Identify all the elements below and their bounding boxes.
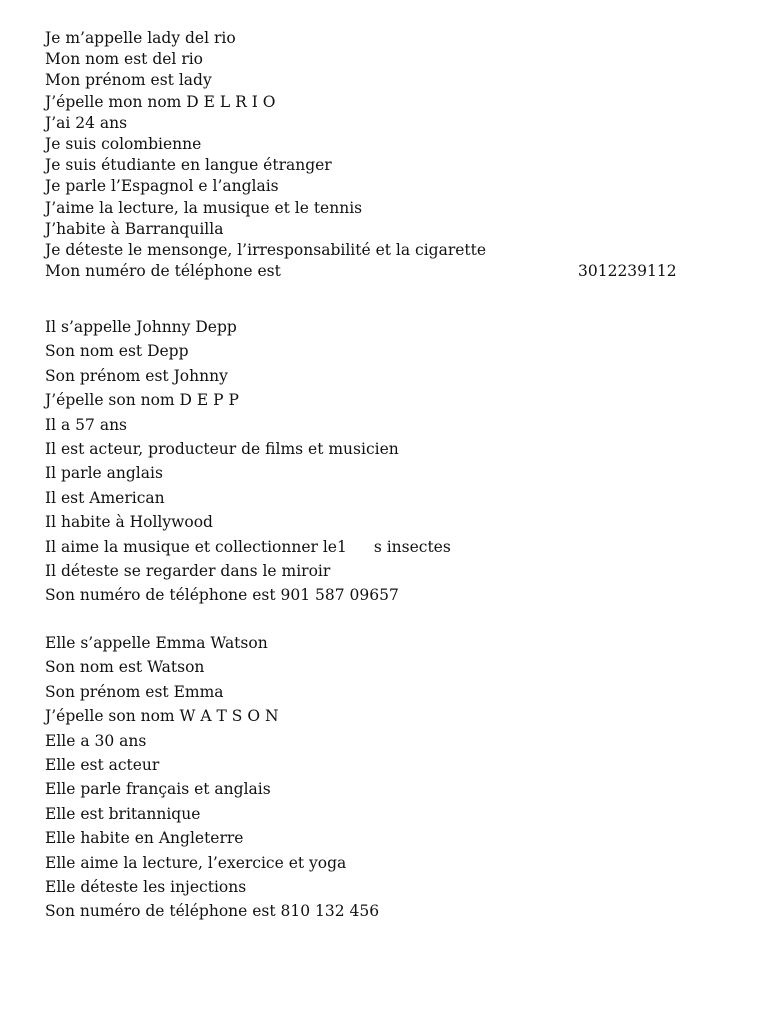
text-line: Elle aime la lecture, l’exercice et yoga	[45, 853, 347, 872]
text-line: Je m’appelle lady del rio	[45, 29, 236, 47]
text-line: Je déteste le mensonge, l’irresponsabilité et la cigarette	[45, 240, 487, 259]
text-line: J’ai 24 ans	[45, 113, 128, 132]
text-line: J’épelle mon nom D E L R I O	[45, 92, 276, 111]
text-line: J’aime la lecture, la musique et le tennis	[45, 198, 363, 217]
text-line: Son nom est Watson	[45, 658, 205, 677]
text-line: Elle est britannique	[45, 804, 201, 823]
text-line: Mon prénom est lady	[45, 71, 212, 90]
text-line: Elle est acteur	[45, 755, 160, 774]
text-line: Il a 57 ans	[45, 415, 128, 434]
text-line: J’épelle son nom W A T S O N	[45, 707, 279, 726]
phone-line: Son numéro de téléphone est 901 587 09657	[45, 586, 399, 605]
hobby-text-part-1: Il aime la musique et collectionner le1	[45, 537, 347, 556]
text-line: Son prénom est Johnny	[45, 366, 228, 385]
profile-johnny-depp	[45, 315, 705, 608]
hobby-line	[45, 535, 705, 559]
text-line: Il déteste se regarder dans le miroir	[45, 561, 331, 580]
text-line: Je suis étudiante en langue étranger	[45, 156, 332, 175]
phone-line	[45, 261, 705, 282]
hobby-text-part-2: s insectes	[373, 537, 451, 556]
text-line: Elle a 30 ans	[45, 731, 147, 750]
text-line: Il est American	[45, 488, 165, 507]
text-line: Je parle l’Espagnol e l’anglais	[45, 177, 279, 196]
phone-label: Mon numéro de téléphone est	[45, 262, 281, 281]
text-line: Son nom est Depp	[45, 342, 189, 361]
text-line: Mon nom est del rio	[45, 50, 204, 69]
profile-lady-del-rio	[45, 28, 705, 282]
text-line: Il s’appelle Johnny Depp	[45, 318, 237, 336]
text-line: Son prénom est Emma	[45, 682, 224, 701]
phone-line: Son numéro de téléphone est 810 132 456	[45, 902, 380, 921]
text-line: Il habite à Hollywood	[45, 513, 213, 532]
text-line: Elle déteste les injections	[45, 877, 247, 896]
text-line: J’épelle son nom D E P P	[45, 391, 239, 410]
profile-emma-watson	[45, 631, 705, 924]
text-line: J’habite à Barranquilla	[45, 219, 224, 238]
text-line: Je suis colombienne	[45, 134, 202, 153]
text-line: Elle habite en Angleterre	[45, 829, 244, 848]
text-line: Il est acteur, producteur de films et musicien	[45, 439, 399, 458]
text-line: Il parle anglais	[45, 464, 163, 483]
phone-number: 3012239112	[578, 262, 677, 281]
text-line: Elle s’appelle Emma Watson	[45, 634, 268, 652]
text-line: Elle parle français et anglais	[45, 780, 271, 799]
